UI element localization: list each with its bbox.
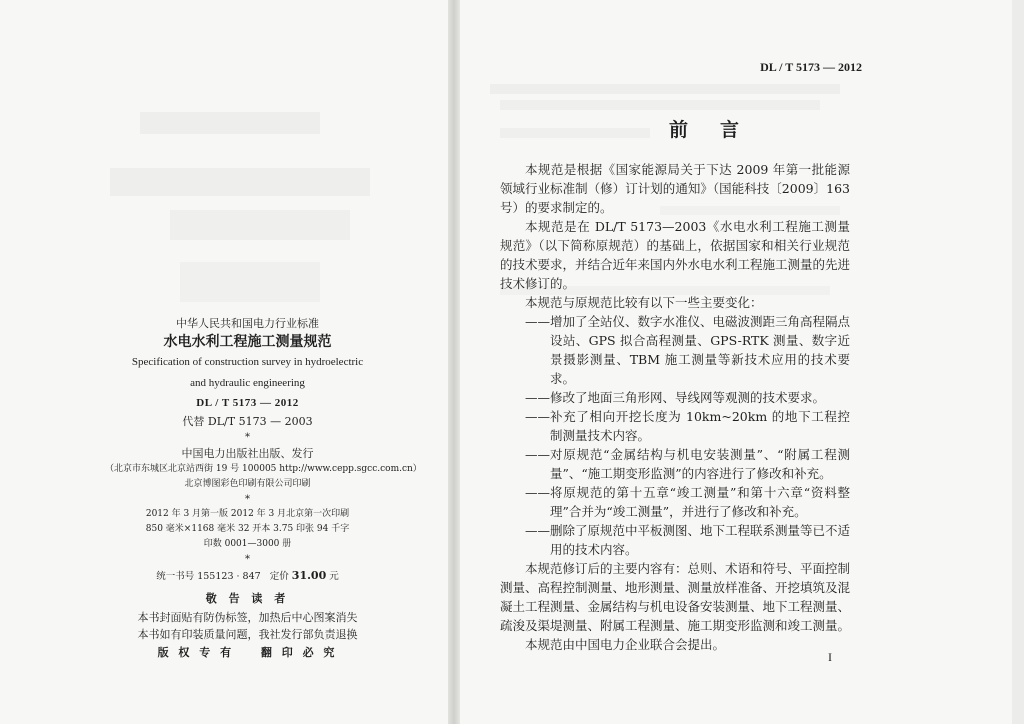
price-value: 31.00 [291, 569, 327, 582]
left-page [0, 0, 448, 724]
change-text: 对原规范“金属结构与机电安装测量”、“附属工程测量”、“施工期变形监测”的内容进行了修改和补充。 [550, 447, 850, 481]
colophon-title-en-2: and hydraulic engineering [190, 377, 305, 389]
change-item [500, 445, 850, 483]
colophon-print-run: 印数 0001—3000 册 [203, 539, 292, 549]
colophon-edition: 2012 年 3 月第一版 2012 年 3 月北京第一次印刷 [145, 509, 350, 519]
preface-body [500, 160, 850, 654]
change-dash: —— [525, 523, 550, 538]
paragraph: 本规范与原规范比较有以下一些主要变化： [525, 295, 763, 310]
preface-heading: 前言 [668, 119, 771, 141]
price-label: 定价 [269, 571, 289, 582]
colophon-address: （北京市东城区北京站西街 19 号 100005 http://www.cepp.sgcc.com.cn） [105, 464, 422, 474]
notice-line-1: 本书封面贴有防伪标签，加热后中心图案消失 [137, 611, 358, 624]
colophon-publisher: 中国电力出版社出版、发行 [181, 447, 314, 460]
rights-no-copy: 翻 印 必 究 [260, 646, 338, 659]
change-text: 将原规范的第十五章“竣工测量”和第十六章“资料整理”合并为“竣工测量”，并进行了修改和补充。 [550, 485, 850, 519]
change-dash: —— [525, 447, 550, 462]
page-number: I [828, 650, 832, 664]
separator-star: * [245, 494, 250, 505]
change-item [500, 407, 850, 445]
document-code: DL / T 5173 — 2012 [760, 60, 862, 74]
change-dash: —— [525, 314, 550, 329]
colophon-code: DL / T 5173 — 2012 [196, 397, 299, 409]
colophon-title-en-1: Specification of construction survey in hydroelectric [131, 356, 364, 368]
colophon-printer: 北京博图彩色印刷有限公司印刷 [184, 479, 311, 489]
paragraph: 本规范由中国电力企业联合会提出。 [525, 637, 726, 652]
change-item [500, 483, 850, 521]
page-edge [1012, 0, 1024, 724]
paragraph: 本规范是根据《国家能源局关于下达 2009 年第一批能源领域行业标准制（修）订计划的通知》（国能科技〔2009〕163 号）的要求制定的。 [500, 162, 850, 215]
paragraph: 本规范是在 DL/T 5173—2003《水电水利工程施工测量规范》（以下简称原规范）的基础上，依据国家和相关行业规范的技术要求，并结合近年来国内外水电水利工程施工测量的先进技术修订的。 [500, 219, 851, 291]
colophon-replaces: 代替 DL/T 5173 — 2003 [182, 415, 313, 428]
change-item [500, 521, 850, 559]
change-text: 修改了地面三角形网、导线网等观测的技术要求。 [550, 390, 826, 405]
rights-line [105, 643, 390, 663]
change-dash: —— [525, 390, 550, 405]
colophon-title-cn: 水电水利工程施工测量规范 [163, 334, 332, 350]
rights-reserved: 版 权 专 有 [157, 646, 235, 659]
change-item [500, 312, 850, 388]
paragraph: 本规范修订后的主要内容有：总则、术语和符号、平面控制测量、高程控制测量、地形测量、测量放样准备、开挖填筑及混凝土工程测量、金属结构与机电设备安装测量、地下工程测量、疏浚及渠堤测量、附属工程测量、施工期变形监测和竣工测量。 [500, 561, 851, 633]
isbn-label: 统一书号 155123 · 847 [156, 571, 261, 582]
separator-star: * [245, 554, 250, 565]
colophon-format: 850 毫米×1168 毫米 32 开本 3.75 印张 94 千字 [145, 524, 350, 534]
notice-title: 敬 告 读 者 [205, 592, 290, 605]
colophon-org: 中华人民共和国电力行业标准 [176, 317, 319, 330]
change-text: 补充了相向开挖长度为 10km~20km 的地下工程控制测量技术内容。 [550, 409, 850, 443]
colophon [105, 316, 422, 663]
change-dash: —— [525, 485, 550, 500]
notice-line-2: 本书如有印装质量问题，我社发行部负责退换 [137, 628, 358, 641]
book-gutter [448, 0, 460, 724]
change-text: 增加了全站仪、数字水准仪、电磁波测距三角高程隔点设站、GPS 拟合高程测量、GPS-RTK 测量、数字近景摄影测量、TBM 施工测量等新技术应用的技术要求。 [550, 314, 851, 386]
price-unit: 元 [329, 571, 339, 582]
change-text: 删除了原规范中平板测图、地下工程联系测量等已不适用的技术内容。 [550, 523, 851, 557]
change-dash: —— [525, 409, 550, 424]
right-page [460, 0, 1012, 724]
change-item [500, 388, 850, 407]
separator-star: * [245, 432, 250, 443]
colophon-isbn-price [105, 567, 390, 585]
